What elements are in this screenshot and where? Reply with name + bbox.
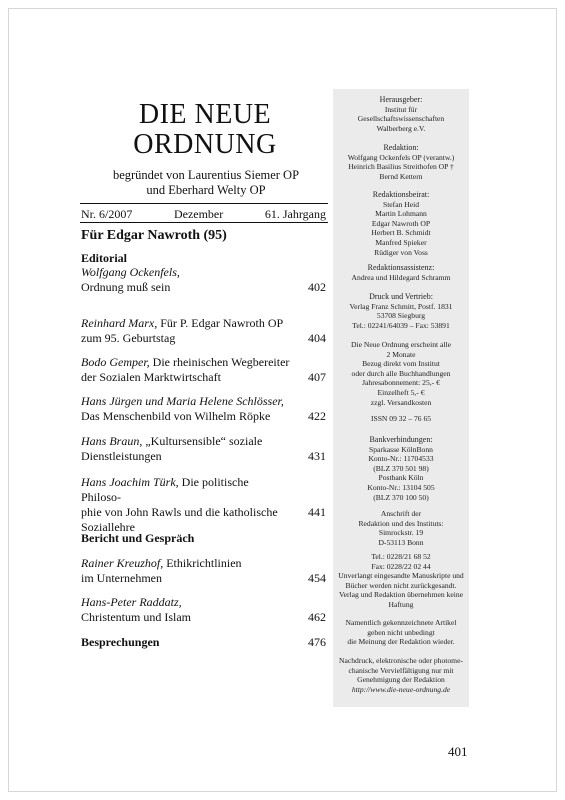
- toc-entry[interactable]: Reinhard Marx, Für P. Edgar Nawroth OP zum 95. Geburtstag 404: [81, 316, 326, 345]
- founders-note: [90, 168, 322, 198]
- toc-entry-author: Hans Braun,: [81, 434, 143, 448]
- toc-entry-author: Hans Jürgen und Maria Helene Schlösser,: [81, 394, 284, 408]
- imprint-erscheinung: Die Neue Ordnung erscheint alle 2 Monate Bezug direkt vom Institut oder durch alle Buchhandlungen Jahresabonnement: 25,- € Einzelheft 5,- € zzgl. Versandkosten: [351, 340, 451, 407]
- toc-entry[interactable]: [81, 595, 326, 625]
- imprint-herausgeber: Herausgeber: Institut für Gesellschaftswissenschaften Walberberg e.V.: [357, 95, 445, 133]
- journal-title: [85, 100, 325, 160]
- toc-section-bericht: Bericht und Gespräch: [81, 531, 195, 545]
- imprint-bank: Bankverbindungen: Sparkasse KölnBonn Konto-Nr.: 11704533 (BLZ 370 501 98) Postbank Köln Konto-Nr.: 13104 505 (BLZ 370 100 50): [367, 435, 435, 502]
- toc-entry[interactable]: Bodo Gemper, Die rheinischen Wegbereiter der Sozialen Marktwirtschaft 407: [81, 355, 326, 384]
- toc-entry-author: Wolfgang Ockenfels,: [81, 265, 180, 279]
- toc-entry-page: 402: [308, 280, 326, 294]
- toc-entry[interactable]: Hans Joachim Türk, Die politische Philoso- phie von John Rawls und die katholische Soziallehre 441: [81, 475, 326, 534]
- toc-entry[interactable]: [81, 394, 326, 424]
- page-number: 401: [448, 744, 468, 759]
- toc-entry[interactable]: Rainer Kreuzhof, Ethikrichtlinien im Unternehmen 454: [81, 556, 326, 585]
- toc-entry-page: 462: [308, 610, 326, 624]
- issue-month: Dezember: [173, 207, 224, 221]
- imprint-assistenz: Redaktionsassistenz: Andrea und Hildegard Schramm: [351, 263, 451, 282]
- toc-entry-page: 431: [308, 449, 326, 463]
- toc-entry-page: 476: [308, 635, 326, 649]
- toc-entry-page: 441: [308, 505, 326, 519]
- founders-line-2: und Eberhard Welty OP: [146, 183, 266, 197]
- toc-entry-page: 422: [308, 409, 326, 423]
- toc-entry-title: Für P. Edgar Nawroth OP: [157, 316, 284, 330]
- toc-entry-page: 407: [308, 370, 326, 384]
- imprint-beirat: Redaktionsbeirat: Stefan Heid Martin Lohmann Edgar Nawroth OP Herbert B. Schmidt Manfred Spieker Rüdiger von Voss: [371, 190, 431, 257]
- toc-entry-author: Hans Joachim Türk,: [81, 475, 179, 489]
- dedication-heading: Für Edgar Nawroth (95): [81, 228, 227, 243]
- toc-entry-author: Hans-Peter Raddatz,: [81, 595, 182, 609]
- toc-entry-title: Ethikrichtlinien: [163, 556, 242, 570]
- toc-section-editorial: Editorial: [81, 251, 128, 265]
- issue-number: Nr. 6/2007: [81, 207, 133, 221]
- imprint-druck: Druck und Vertrieb: Verlag Franz Schmitt, Postf. 1831 53708 Siegburg Tel.: 02241/64039 – Fax: 53891: [349, 292, 453, 330]
- imprint-nachdruck: Nachdruck, elektronische oder photome- chanische Vervielfältigung nur mit Genehmigung der Redaktion http://www.die-neue-ordnung.de: [333, 656, 469, 694]
- founders-line-1: begründet von Laurentius Siemer OP: [112, 168, 300, 182]
- imprint-kontakt: Tel.: 0228/21 68 52 Fax: 0228/22 02 44 Unverlangt eingesandte Manuskripte und Bücher werden nicht zurückgesandt. Verlag und Redaktion übernehmen keine Haftung: [338, 552, 464, 609]
- toc-entry[interactable]: [81, 265, 326, 295]
- journal-title-line-1: DIE NEUE: [138, 99, 272, 130]
- issue-rule: [80, 222, 328, 223]
- journal-title-line-2: ORDNUNG: [133, 129, 277, 160]
- toc-entry-title: Christentum und Islam: [81, 610, 191, 624]
- toc-section-besprechungen[interactable]: Besprechungen 476: [81, 635, 326, 649]
- toc-entry[interactable]: Hans Braun, „Kultursensible“ soziale Dienstleistungen 431: [81, 434, 326, 463]
- toc-entry-author: Reinhard Marx,: [81, 316, 158, 330]
- website-link[interactable]: http://www.die-neue-ordnung.de: [351, 684, 451, 694]
- issue-line: [81, 207, 326, 222]
- toc-entry-author: Bodo Gemper,: [81, 355, 150, 369]
- toc-entry-title: Ordnung muß sein: [81, 280, 171, 294]
- toc-entry-author: Rainer Kreuzhof,: [81, 556, 164, 570]
- toc-entry-page: 404: [308, 331, 326, 345]
- imprint-hinweis: Namentlich gekennzeichnete Artikel geben nicht unbedingt die Meinung der Redaktion wieder.: [345, 618, 457, 647]
- toc-entry-title: Die rheinischen Wegbereiter: [149, 355, 290, 369]
- toc-entry-title: Das Menschenbild von Wilhelm Röpke: [81, 409, 271, 423]
- toc-entry-title: „Kultursensible“ soziale: [142, 434, 263, 448]
- issue-volume: 61. Jahrgang: [264, 207, 326, 221]
- imprint-anschrift: Anschrift der Redaktion und des Instituts: Simrockstr. 19 D-53113 Bonn: [358, 509, 444, 547]
- toc-entry-title: Die politische Philoso-: [81, 475, 249, 504]
- imprint-redaktion: Redaktion: Wolfgang Ockenfels OP (verantw.) Heinrich Basilius Streithofen OP † Bernd Kettern: [347, 143, 455, 181]
- imprint-issn: ISSN 09 32 – 76 65: [370, 414, 432, 423]
- toc-entry-page: 454: [308, 571, 326, 585]
- top-rule: [80, 203, 328, 204]
